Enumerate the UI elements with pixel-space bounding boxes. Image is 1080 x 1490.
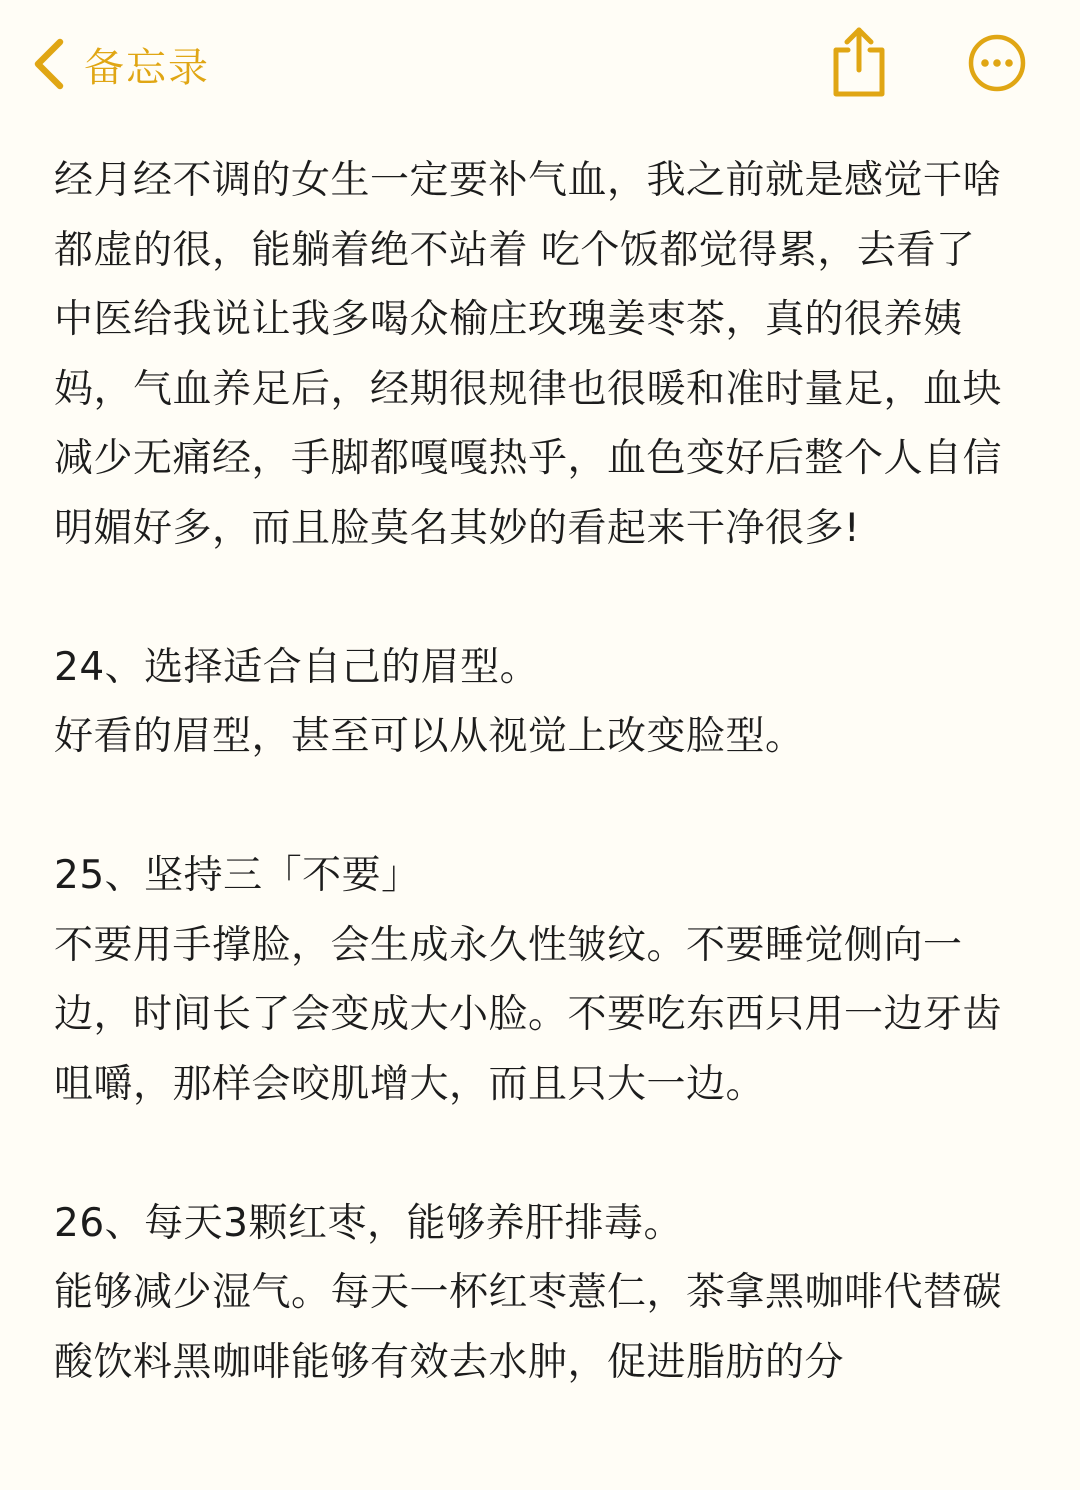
share-icon[interactable]	[826, 26, 892, 98]
tip-26-body: 能够减少湿气。每天一杯红枣薏仁，茶拿黑咖啡代替碳酸饮料黑咖啡能够有效去水肿，促进脂肪的分	[54, 1270, 1003, 1385]
blank-line	[54, 772, 1014, 842]
back-button[interactable]	[30, 34, 210, 94]
tip-25-body: 不要用手撑脸，会生成永久性皱纹。不要睡觉侧向一边，时间长了会变成大小脸。不要吃东西只用一边牙齿咀嚼，那样会咬肌增大，而且只大一边。	[54, 922, 1003, 1107]
tip-25-title: 25、坚持三「不要」	[54, 853, 421, 898]
tip-24-title: 24、选择适合自己的眉型。	[54, 644, 540, 690]
note-body[interactable]	[54, 146, 1014, 1397]
chevron-left-icon	[30, 36, 70, 92]
blank-line	[54, 1119, 1014, 1189]
ellipsis-circle-icon[interactable]	[968, 34, 1026, 92]
tip-26-title: 26、每天3颗红枣，能够养肝排毒。	[54, 1200, 683, 1246]
note-intro-paragraph: 经月经不调的女生一定要补气血，我之前就是感觉干啥都虚的很，能躺着绝不站着 吃个饭都觉得累，去看了中医给我说让我多喝众榆庄玫瑰姜枣茶，真的很养姨妈，气血养足后，经期很规律也很暖和准时量足，血块减少无痛经，手脚都嘎嘎热乎，血色变好后整个人自信明媚好多，而且脸莫名其妙的看起来干净很多!	[54, 158, 1003, 551]
blank-line	[54, 563, 1014, 633]
tip-24-body: 好看的眉型，甚至可以从视觉上改变脸型。	[54, 714, 805, 759]
back-label: 备忘录	[84, 44, 210, 91]
navigation-bar	[0, 0, 1080, 130]
